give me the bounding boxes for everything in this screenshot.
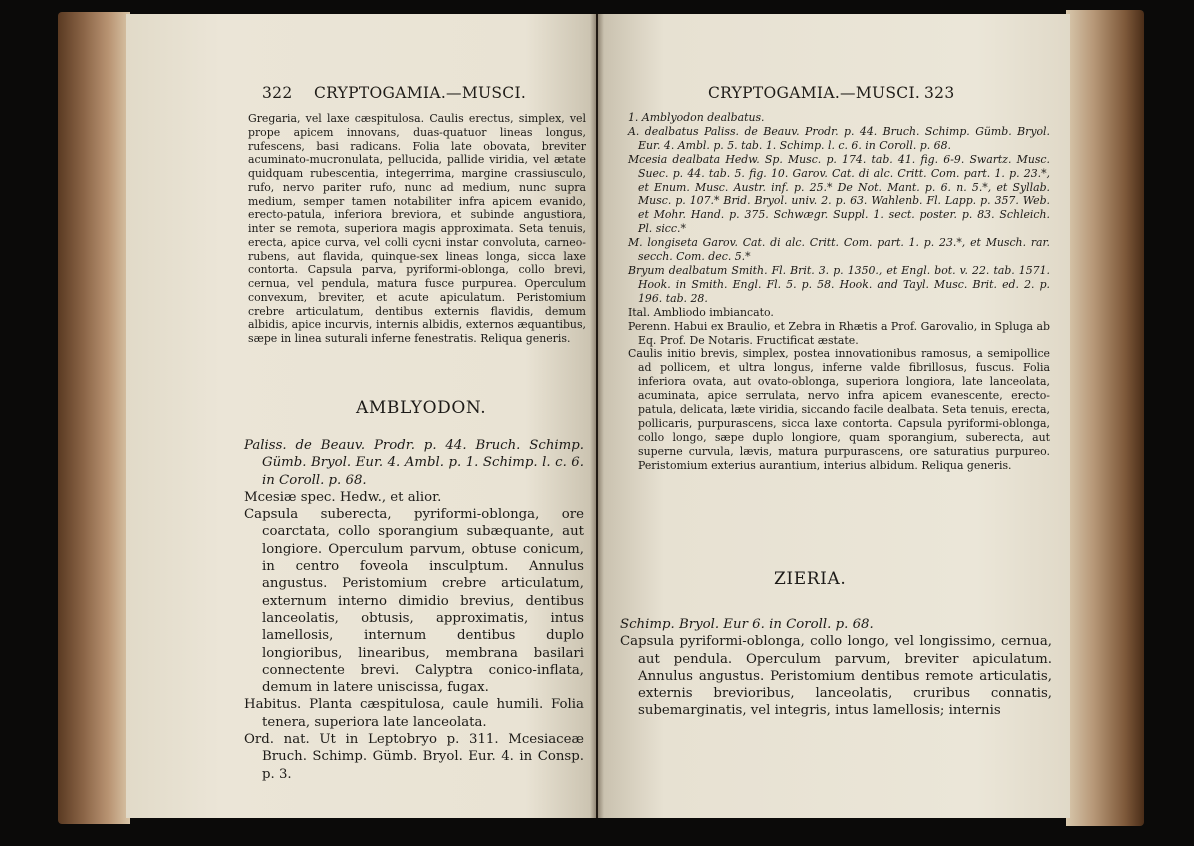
left-intro-text bbox=[248, 112, 586, 346]
genus-synonymy: Paliss. de Beauv. Prodr. p. 44. Bruch. Schimp. Gümb. Bryol. Eur. 4. Ambl. p. 1. Schimp. l. c. 6. in Coroll. p. 68. bbox=[244, 438, 584, 488]
genus-habitus: Habitus. Planta cæspitulosa, caule humili. Folia tenera, superiora late lanceolata. bbox=[244, 697, 584, 730]
zieria-capsula: Capsula pyriformi-oblonga, collo longo, vel longissimo, cernua, aut pendula. Operculum parvum, breviter apiculatum. Annulus angustus. Peristomium dentibus remote articulatis, externis brevioribus, lanceolatis, cruribus connatis, subemarginatis, vel integris, intus lamellosis; internis bbox=[620, 634, 1052, 719]
synonym-dealbatus: A. dealbatus Paliss. de Beauv. Prodr. p. 44. Bruch. Schimp. Gümb. Bryol. Eur. 4. Ambl. p. 5. tab. 1. Schimp. l. c. 6. in Coroll. p. 68. bbox=[628, 124, 1050, 152]
species-title: 1. Amblyodon dealbatus. bbox=[628, 111, 765, 124]
right-page-number: 323 bbox=[924, 84, 955, 102]
genus-heading-zieria: ZIERIA. bbox=[774, 569, 847, 589]
zieria-description bbox=[620, 616, 1052, 720]
genus-ord-nat: Ord. nat. Ut in Leptobryo p. 311. Mcesiaceæ Bruch. Schimp. Gümb. Bryol. Eur. 4. in Consp. p. 3. bbox=[244, 732, 584, 782]
synonym-bryum: Bryum dealbatum Smith. Fl. Brit. 3. p. 1350., et Engl. bot. v. 22. tab. 1571. Hook. in Smith. Engl. Fl. 5. p. 58. Hook. and Tayl. Musc. Brit. ed. 2. p. 196. tab. 28. bbox=[628, 263, 1050, 305]
genus-heading-amblyodon: AMBLYODON. bbox=[356, 398, 487, 418]
species-description-right: Caulis initio brevis, simplex, postea innovationibus ramosus, a semipollice ad pollicem, et ultra longus, inferne valde fibrillosus, fuscus. Folia inferiora ovata, aut ovato-oblonga, superiora longiora, late lanceolata, acuminata, apice serrulata, nervo infra apicem evanescente, erecto-patula, delicata, læte viridia, siccando facile dealbata. Seta tenuis, erecta, pollicaris, purpurascens, sicca laxe contorta. Capsula pyriformi-oblonga, collo longo, sæpe duplo longiore, quam sporangium, suberecta, aut superne curvula, lævis, matura purpurascens, ore saturatius purpureo. Peristomium exterius aurantium, interius albidum. Reliqua generis. bbox=[628, 347, 1050, 472]
book-gutter bbox=[590, 14, 604, 818]
synonym-mcesia: Mcesia dealbata Hedw. Sp. Musc. p. 174. tab. 41. fig. 6-9. Swartz. Musc. Suec. p. 44. tab. 5. fig. 10. Garov. Cat. di alc. Critt. Com. part. 1. p. 23.*, et Enum. Musc. Austr. inf. p. 25.* De Not. Mant. p. 6. n. 5.*, et Syllab. Musc. p. 107.* Brid. Bryol. univ. 2. p. 63. Wahlenb. Fl. Lapp. p. 357. Web. et Mohr. Hand. p. 375. Schwægr. Suppl. 1. sect. poster. p. 83. Schleich. Pl. sicc.* bbox=[628, 152, 1050, 236]
right-page-edges bbox=[1066, 10, 1144, 826]
genus-mcesiae: Mcesiæ spec. Hedw., et alior. bbox=[244, 489, 442, 505]
italian-name: Ital. Ambliodo imbiancato. bbox=[628, 305, 774, 319]
left-running-title: CRYPTOGAMIA.—MUSCI. bbox=[314, 84, 527, 102]
synonym-longiseta: M. longiseta Garov. Cat. di alc. Critt. Com. part. 1. p. 23.*, et Musch. rar. secch. Com. dec. 5.* bbox=[628, 236, 1050, 264]
habitat-note: Perenn. Habui ex Braulio, et Zebra in Rhætis a Prof. Garovalio, in Spluga ab Eq. Prof. De Notaris. Fructificat æstate. bbox=[628, 319, 1050, 347]
right-running-title: CRYPTOGAMIA.—MUSCI. bbox=[708, 84, 921, 102]
genus-capsula: Capsula suberecta, pyriformi-oblonga, ore coarctata, collo sporangium subæquante, aut longiore. Operculum parvum, obtuse conicum, in centro foveola insculptum. Annulus angustus. Peristomium crebre articulatum, externum interno dimidio brevius, dentibus lanceolatis, obtusis, approximatis, intus lamellosis, internum dentibus duplo longioribus, linearibus, membrana basilari connectente brevi. Calyptra conico-inflata, demum in latere uniscissa, fugax. bbox=[244, 507, 584, 696]
species-description: Gregaria, vel laxe cæspitulosa. Caulis erectus, simplex, vel prope apicem innovans, duas-quatuor lineas longus, rufescens, basi radicans. Folia late obovata, breviter acuminato-mucronulata, pellucida, pallide viridia, vel ætate quidquam rubescentia, integerrima, margine crassiusculo, rufo, nervo pariter rufo, nunc ad medium, nunc supra medium, semper tamen notabiliter infra apicem evanido, erecto-patula, inferiora breviora, et subinde angustiora, inter se remota, superiora magis approximata. Seta tenuis, erecta, apice curva, vel colli cycni instar convoluta, carneo-rubens, aut flavida, quinque-sex lineas longa, sicca laxe contorta. Capsula parva, pyriformi-oblonga, collo brevi, cernua, vel pendula, matura fusce purpurea. Operculum convexum, breviter, et acute apiculatum. Peristomium crebre articulatum, dentibus externis flavidis, demum albidis, apice incurvis, internis albidis, externos æquantibus, sæpe in linea suturali inferne fenestratis. Reliqua generis. bbox=[248, 112, 586, 345]
zieria-synonymy: Schimp. Bryol. Eur 6. in Coroll. p. 68. bbox=[620, 617, 874, 632]
left-page bbox=[126, 14, 596, 818]
species-entry bbox=[628, 111, 1050, 473]
right-page bbox=[598, 14, 1070, 818]
left-page-number: 322 bbox=[262, 84, 293, 102]
genus-description bbox=[244, 437, 584, 783]
left-page-edges bbox=[58, 12, 130, 824]
